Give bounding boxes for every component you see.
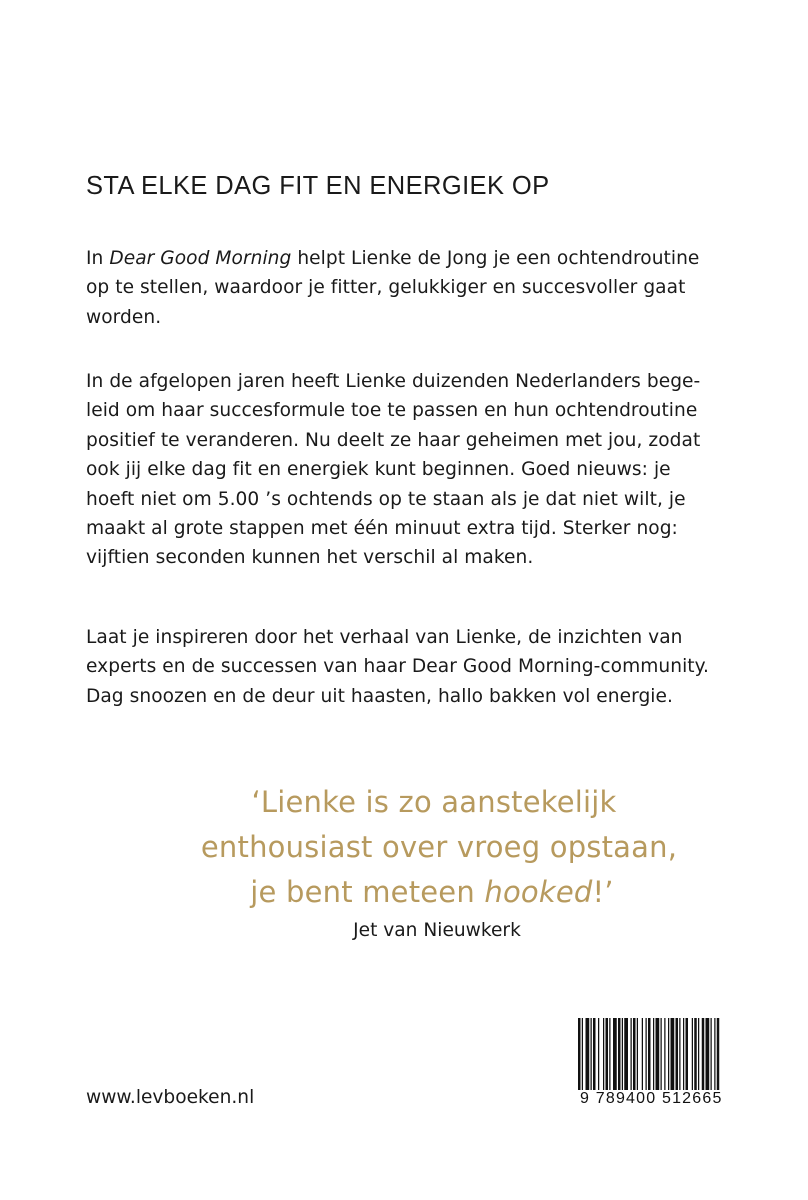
book-title: Dear Good Morning xyxy=(109,248,292,269)
barcode-bar xyxy=(646,1018,647,1090)
cover-heading: STA ELKE DAG FIT EN ENERGIEK OP xyxy=(86,172,550,200)
barcode-bar xyxy=(648,1018,651,1090)
barcode-bar xyxy=(642,1018,643,1090)
isbn-number: 9 789400 512665 xyxy=(578,1090,770,1108)
barcode-bar xyxy=(698,1018,699,1090)
closing-line: experts en de successen van haar Dear Good Morning-community. xyxy=(86,656,709,678)
intro-paragraph xyxy=(86,244,746,332)
body-paragraph xyxy=(86,367,746,573)
barcode-bar xyxy=(578,1018,581,1090)
closing-paragraph xyxy=(86,623,746,711)
quote-line-3 xyxy=(0,870,808,915)
quote-emphasis: hooked xyxy=(484,875,593,909)
intro-line-2: op te stellen, waardoor je fitter, gelukkiger en succesvoller gaat xyxy=(86,277,686,299)
barcode-bar xyxy=(656,1018,660,1090)
barcode-bar xyxy=(676,1018,679,1090)
body-line: leid om haar succesformule toe te passen en hun ochtendroutine xyxy=(86,400,698,422)
body-line: vijftien seconden kunnen het verschil al maken. xyxy=(86,547,534,569)
intro-suffix: helpt Lienke de Jong je een ochtendroutine xyxy=(291,248,700,269)
barcode-bar xyxy=(603,1018,604,1090)
barcode-bar xyxy=(606,1018,609,1090)
quote-line-3-prefix: je bent meteen xyxy=(250,875,485,909)
barcode-bar xyxy=(582,1018,583,1090)
barcode-bar xyxy=(671,1018,675,1090)
body-line: In de afgelopen jaren heeft Lienke duizenden Nederlanders bege- xyxy=(86,371,701,392)
publisher-website: www.levboeken.nl xyxy=(86,1087,255,1108)
intro-prefix: In xyxy=(86,248,110,269)
intro-line-3: worden. xyxy=(86,306,162,328)
body-line: ook jij elke dag fit en energiek kunt beginnen. Goed nieuws: je xyxy=(86,459,671,481)
barcode-bar xyxy=(686,1018,689,1090)
barcode-bar xyxy=(692,1018,693,1090)
barcode-bar xyxy=(624,1018,628,1090)
barcode-bar xyxy=(711,1018,712,1090)
barcode-bar xyxy=(717,1018,720,1090)
barcode-bar xyxy=(706,1018,710,1090)
barcode-bar xyxy=(618,1018,621,1090)
barcode-bar xyxy=(702,1018,705,1090)
barcode-bar xyxy=(637,1018,638,1090)
barcode-bar xyxy=(609,1018,610,1090)
barcode-bar xyxy=(679,1018,680,1090)
barcode-bar xyxy=(664,1018,665,1090)
quote-line-2: enthousiast over vroeg opstaan, xyxy=(200,830,678,864)
closing-line: Dag snoozen en de deur uit haasten, hallo bakken vol energie. xyxy=(86,685,673,707)
quote-line-1: ‘Lienke is zo aanstekelijk xyxy=(251,785,617,819)
body-line: maakt al grote stappen met één minuut extra tijd. Sterker nog: xyxy=(86,518,678,540)
quote-line-3-suffix: !’ xyxy=(592,875,614,909)
endorsement-quote xyxy=(0,780,808,915)
barcode-bar xyxy=(631,1018,632,1090)
barcode-bar xyxy=(586,1018,590,1090)
barcode-bar xyxy=(661,1018,662,1090)
closing-line: Laat je inspireren door het verhaal van Lienke, de inzichten van xyxy=(86,627,683,648)
quote-attribution: Jet van Nieuwkerk xyxy=(353,920,521,941)
barcode-bar xyxy=(633,1018,636,1090)
barcode-bar xyxy=(653,1018,654,1090)
barcode-bar xyxy=(668,1018,669,1090)
intro-line-1 xyxy=(86,244,746,273)
barcode-bar xyxy=(622,1018,623,1090)
barcode-bar xyxy=(591,1018,592,1090)
barcode-bar xyxy=(683,1018,684,1090)
barcode-bars xyxy=(574,1018,770,1090)
barcode-bar xyxy=(593,1018,596,1090)
barcode-bar xyxy=(598,1018,599,1090)
barcode-bar xyxy=(714,1018,715,1090)
barcode-bar xyxy=(613,1018,617,1090)
body-line: positief te veranderen. Nu deelt ze haar geheimen met jou, zodat xyxy=(86,429,701,451)
body-line: hoeft niet om 5.00 ’s ochtends op te staan als je dat niet wilt, je xyxy=(86,488,686,510)
barcode-bar xyxy=(694,1018,697,1090)
